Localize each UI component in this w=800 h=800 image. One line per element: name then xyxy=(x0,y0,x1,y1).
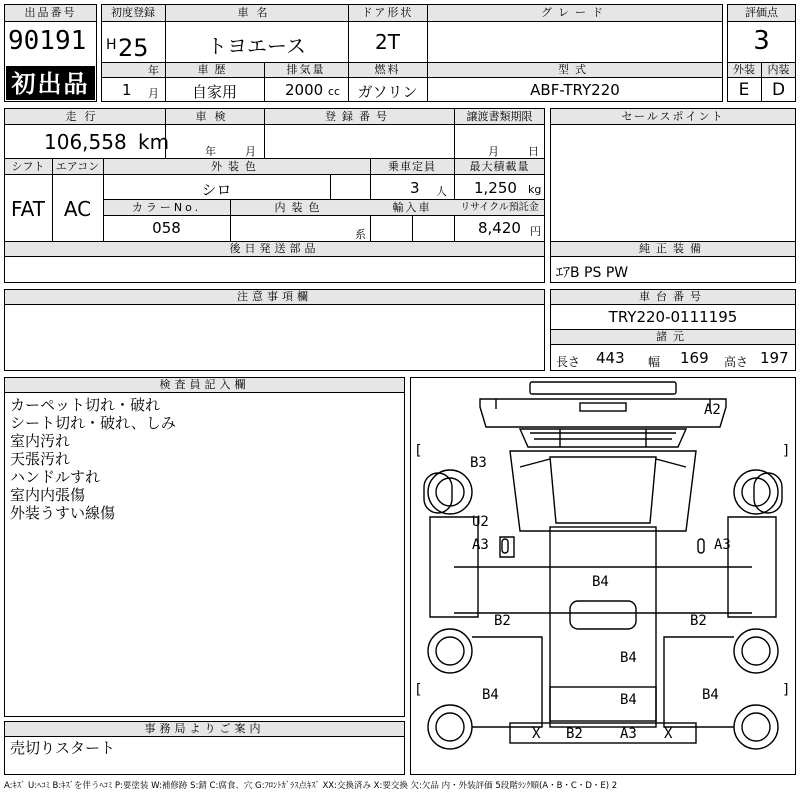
car-name-value: トヨエース xyxy=(207,34,306,58)
displacement-header: 排気量 xyxy=(286,63,326,76)
inspector-note: カーペット切れ・破れ xyxy=(10,396,161,414)
first-reg-header: 初度登録 xyxy=(111,6,155,19)
damage-mark-a2: A2 xyxy=(704,402,721,418)
inspector-note: 天張汚れ xyxy=(10,450,71,468)
displacement-unit: cc xyxy=(328,85,341,98)
lot-number: 90191 xyxy=(8,26,87,56)
ac-header: エアコン xyxy=(55,160,100,173)
bracket-right-top: ] xyxy=(782,443,791,459)
history-value: 自家用 xyxy=(191,83,237,101)
equipment-value: ｴｱB PS PW xyxy=(556,265,629,281)
ac-value: AC xyxy=(63,197,92,221)
shift-header: シフト xyxy=(11,160,45,173)
inspector-note: 外装うすい線傷 xyxy=(10,504,116,522)
dims-header: 諸元 xyxy=(656,330,690,343)
chassis-value: TRY220-0111195 xyxy=(608,308,738,326)
capacity-header: 乗車定員 xyxy=(388,160,436,173)
transfer-month-unit: 月 xyxy=(488,145,499,158)
year-unit: 年 xyxy=(148,64,159,77)
max-load-header: 最大積載量 xyxy=(469,160,530,173)
height-label: 高さ xyxy=(724,355,749,369)
length-label: 長さ xyxy=(556,355,581,369)
capacity-unit: 人 xyxy=(436,185,447,198)
bracket-right-bottom: ] xyxy=(782,682,791,698)
interior-grade: D xyxy=(771,80,786,100)
damage-mark-b3: B3 xyxy=(470,455,487,471)
damage-mark-b4-center: B4 xyxy=(592,574,609,590)
width-label: 幅 xyxy=(648,355,661,369)
exterior-header: 外装 xyxy=(733,63,755,76)
int-color-suffix: 系 xyxy=(355,228,366,241)
office-header: 事務局よりご案内 xyxy=(144,722,265,735)
history-header: 車歴 xyxy=(197,63,232,76)
ext-color-value: シロ xyxy=(201,181,232,199)
first-listing-badge: 初出品 xyxy=(6,66,95,100)
shift-value: FAT xyxy=(10,197,45,221)
interior-header: 内装 xyxy=(767,63,790,76)
lot-header: 出品番号 xyxy=(24,6,77,19)
damage-mark-a3-left: A3 xyxy=(472,537,489,553)
width-value: 169 xyxy=(680,349,709,367)
divider xyxy=(330,175,331,199)
length-value: 443 xyxy=(596,349,625,367)
max-load-value: 1,250 xyxy=(474,179,517,197)
color-no-value: 058 xyxy=(152,219,181,237)
damage-mark-b4-lower: B4 xyxy=(620,650,637,666)
grade-header: グレード xyxy=(541,6,609,19)
int-color-header: 内装色 xyxy=(274,201,326,214)
damage-mark-b4-right: B4 xyxy=(702,687,719,703)
inspector-note: ハンドルすれ xyxy=(10,468,101,486)
inspector-note: 室内内張傷 xyxy=(10,486,86,504)
inspection-header: 車検 xyxy=(195,110,234,123)
ext-color-header: 外装色 xyxy=(211,160,262,173)
inspector-note: シート切れ・破れ、しみ xyxy=(10,414,176,432)
mileage-value: 106,558 xyxy=(44,130,127,154)
office-value: 売切りスタート xyxy=(10,739,116,757)
bumper-mark-x2: X xyxy=(664,726,673,742)
first-reg-year: 25 xyxy=(118,34,149,62)
damage-mark-b4-bottom: B4 xyxy=(620,692,637,708)
bracket-left-top: [ xyxy=(414,443,423,459)
mileage-unit: km xyxy=(138,130,170,154)
sales-points-header: セールスポイント xyxy=(621,110,725,123)
inspector-note: 室内汚れ xyxy=(10,432,71,450)
inspection-year-unit: 年 xyxy=(205,145,216,158)
middle-table xyxy=(4,108,545,242)
bumper-mark-x1: X xyxy=(532,726,541,742)
displacement-value: 2000 xyxy=(285,81,324,99)
damage-mark-b4-left: B4 xyxy=(482,687,499,703)
bumper-mark-b2: B2 xyxy=(566,726,583,742)
damage-mark-b2-left: B2 xyxy=(494,613,511,629)
bumper-mark-a3: A3 xyxy=(620,726,637,742)
score-header: 評価点 xyxy=(745,6,778,19)
fuel-header: 燃料 xyxy=(374,63,401,76)
era-label: H xyxy=(106,37,117,53)
inspector-notes xyxy=(10,396,176,522)
model-header: 型式 xyxy=(558,63,592,76)
month-unit: 月 xyxy=(148,87,159,100)
damage-mark-u2: U2 xyxy=(472,514,489,530)
score-value: 3 xyxy=(753,26,770,56)
damage-mark-b2-right: B2 xyxy=(690,613,707,629)
recycle-header: リサイクル預託金 xyxy=(460,202,539,213)
model-value: ABF-TRY220 xyxy=(530,81,620,99)
capacity-value: 3 xyxy=(410,179,420,197)
first-reg-month: 1 xyxy=(122,81,132,99)
mileage-header: 走行 xyxy=(65,110,104,123)
import-header: 輸入車 xyxy=(392,201,432,214)
inspector-header: 検査員記入欄 xyxy=(159,378,250,391)
transfer-day-unit: 日 xyxy=(528,145,539,158)
max-load-unit: kg xyxy=(528,183,542,196)
recycle-unit: 円 xyxy=(530,225,541,238)
later-parts-header: 後日発送部品 xyxy=(229,242,320,255)
transfer-header: 譲渡書類期限 xyxy=(466,110,533,123)
door-header: ドア形状 xyxy=(361,6,414,19)
legend: A:ｷｽﾞ U:ﾍｺﾐ B:ｷｽﾞを伴うﾍｺﾐ P:要塗装 W:補修跡 S:錆 C:腐食、穴 G:ﾌﾛﾝﾄｶﾞﾗｽ点ｷｽﾞ XX:交換済み X:要交換 欠:欠品 内・外装評価 5段階ﾗﾝｸ順(A・B・C・D・E) 2 xyxy=(4,781,618,791)
door-value: 2T xyxy=(375,30,400,54)
chassis-header: 車台番号 xyxy=(639,290,707,303)
damage-mark-a3-right: A3 xyxy=(714,537,731,553)
divider xyxy=(412,216,413,242)
height-value: 197 xyxy=(760,349,789,367)
inspection-month-unit: 月 xyxy=(245,145,256,158)
reg-no-header: 登録番号 xyxy=(325,110,393,123)
car-name-header: 車名 xyxy=(237,6,276,19)
sales-points-box xyxy=(550,108,796,242)
bracket-left-bottom: [ xyxy=(414,682,423,698)
equipment-header: 純正装備 xyxy=(639,242,707,255)
exterior-grade: E xyxy=(738,80,750,100)
recycle-value: 8,420 xyxy=(478,219,521,237)
caution-header: 注意事項欄 xyxy=(237,290,312,303)
color-no-header: カラーNo. xyxy=(131,201,202,214)
fuel-value: ガソリン xyxy=(357,83,418,101)
